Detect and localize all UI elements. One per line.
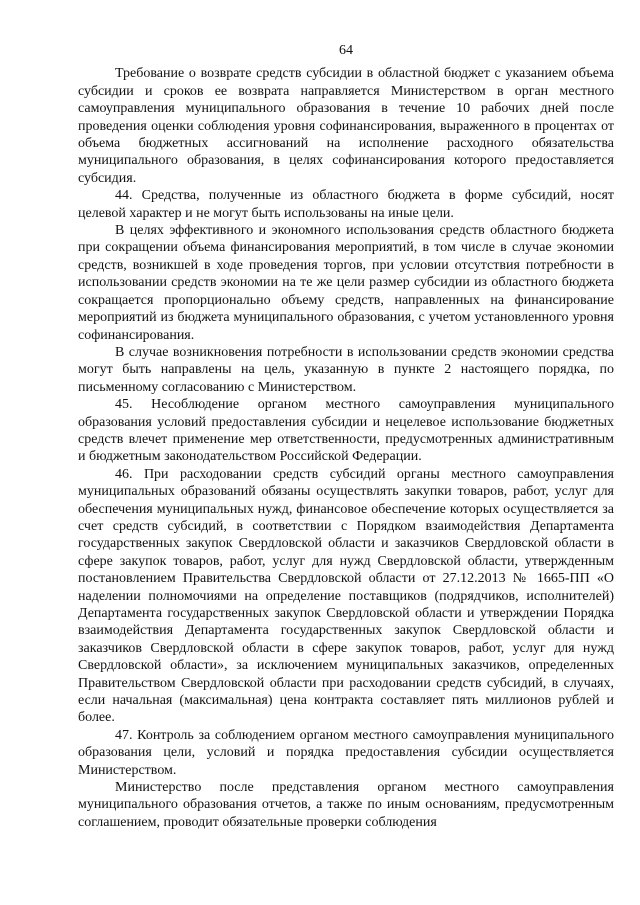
document-page [78,42,614,831]
paragraph-45: 45. Несоблюдение органом местного самоуправления муниципального образования условий предоставления субсидии и нецелевое использование бюджетных средств влечет применение мер ответственности, предусмотренных административным и бюджетным законодательством Российской Федерации. [78,397,614,465]
paragraph-44: 44. Средства, полученные из областного бюджета в форме субсидий, носят целевой характер и не могут быть использованы на иные цели. [78,188,614,221]
page-number: 64 [339,43,353,58]
paragraph-47: 47. Контроль за соблюдением органом местного самоуправления муниципального образования цели, условий и порядка предоставления субсидии осуществляется Министерством. [78,727,614,778]
paragraph-subsidy-return-demand: Требование о возврате средств субсидии в областной бюджет с указанием объема субсидии и сроков ее возврата направляется Министерством в орган местного самоуправления муниципального образования в течение 10 рабочих дней после проведения оценки соблюдения уровня софинансирования, выраженного в процентах от объема бюджетных ассигнований на исполнение расходного обязательства муниципального образования, в целях софинансирования которого предоставляется субсидия. [78,66,614,186]
paragraph-46: 46. При расходовании средств субсидий органы местного самоуправления муниципальных образований обязаны осуществлять закупки товаров, работ, услуг для обеспечения муниципальных нужд, финансовое обеспечение которых осуществляется за счет средств субсидий, в соответствии с Порядком взаимодействия Департамента государственных закупок Свердловской области и заказчиков Свердловской области в сфере закупок товаров, работ, услуг для нужд Свердловской области, утвержденным постановлением Правительства Свердловской области от 27.12.2013 № 1665-ПП «О наделении полномочиями на определение поставщиков (подрядчиков, исполнителей) Департамента государственных закупок Свердловской области и утверждении Порядка взаимодействия Департамента государственных закупок Свердловской области и заказчиков Свердловской области в сфере закупок товаров, работ, услуг для нужд Свердловской области», за исключением муниципальных заказчиков, определенных Правительством Свердловской области при расходовании средств субсидий, в случаях, если начальная (максимальная) цена контракта составляет пять миллионов рублей и более. [78,466,614,726]
paragraph-ministry-checks: Министерство после представления органом местного самоуправления муниципального образования отчетов, а также по иным основаниям, предусмотренным соглашением, проводит обязательные проверки соблюдения [78,780,614,830]
paragraph-economy-reduction: В целях эффективного и экономного использования средств областного бюджета при сокращении объема финансирования мероприятий, в том числе в случае экономии средств, возникшей в ходе проведения торгов, при условии отсутствия потребности в использовании средств экономии на те же цели размер субсидии из областного бюджета сокращается пропорционально объему средств, направленных на финансирование мероприятий из бюджета муниципального образования, с учетом установленного уровня софинансирования. [78,223,614,343]
paragraph-economy-use: В случае возникновения потребности в использовании средств экономии средства могут быть направлены на цель, указанную в пункте 2 настоящего порядка, по письменному согласованию с Министерством. [78,344,614,395]
